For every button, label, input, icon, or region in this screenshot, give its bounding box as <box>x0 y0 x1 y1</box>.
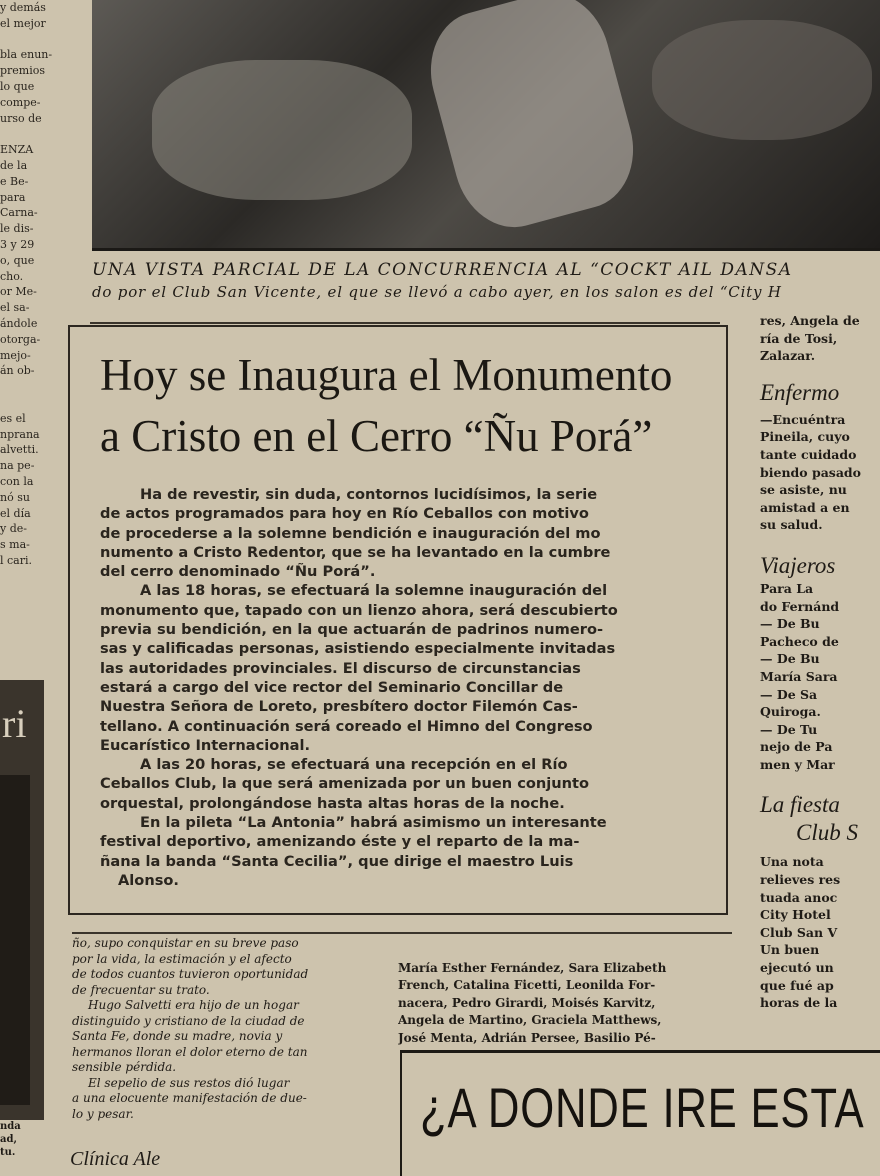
right-column-line: —Encuéntra <box>760 411 846 427</box>
article-line: A las 20 horas, se efectuará una recepción en el Río <box>140 756 568 774</box>
guest-list-text <box>398 960 743 1047</box>
left-ad-letter: ri <box>2 701 27 746</box>
obituary-line: hermanos lloran el dolor eterno de tan <box>72 1044 308 1059</box>
right-column-line: tante cuidado <box>760 446 857 462</box>
obituary-line: lo y pesar. <box>72 1106 134 1121</box>
guest-list-line: Angela de Martino, Graciela Matthews, <box>398 1013 662 1028</box>
obituary-line: de todos cuantos tuvieron oportunidad <box>72 967 309 981</box>
left-column-line: ENZA <box>0 143 34 157</box>
left-column-line: premios <box>0 64 46 78</box>
right-column-line: Pineila, cuyo <box>760 429 850 445</box>
right-column-line: Club San V <box>760 924 838 940</box>
left-column-line: nó su <box>0 490 30 504</box>
right-column-line: su salud. <box>760 517 823 533</box>
guest-list-line: French, Catalina Ficetti, Leonilda For- <box>398 978 656 993</box>
left-advertisement <box>0 680 44 1120</box>
left-column-line: el mejor <box>0 16 46 30</box>
left-bottom-fragment <box>0 1120 44 1159</box>
left-column-line: para <box>0 190 26 204</box>
obituary-line: Santa Fe, donde su madre, novia y <box>72 1029 283 1043</box>
headline-line-1: Hoy se Inaugura el Monumento <box>100 350 673 400</box>
right-column-line: amistad a en <box>760 499 850 515</box>
left-ad-photo <box>0 775 30 1105</box>
left-column-line: ándole <box>0 316 38 330</box>
right-column-line: horas de la <box>760 995 838 1011</box>
right-column-line: Pacheco de <box>760 633 839 649</box>
right-column-fragment <box>760 312 880 1072</box>
right-column-line: tuada anoc <box>760 889 838 905</box>
obituary-line: El sepelio de sus restos dió lugar <box>88 1075 290 1090</box>
left-column-line: urso de <box>0 111 42 125</box>
article-line: ñana la banda “Santa Cecilia”, que dirige el maestro Luis <box>100 852 574 870</box>
left-column-line: cho. <box>0 269 24 283</box>
right-column-line: do Fernánd <box>760 598 840 614</box>
left-column-line: compe- <box>0 95 41 109</box>
right-column-line: City Hotel <box>760 907 831 923</box>
article-line: Ha de revestir, sin duda, contornos lucidísimos, la serie <box>140 486 598 503</box>
right-column-line: men y Mar <box>760 756 835 772</box>
section-fiesta-title-2: Club S <box>796 820 858 846</box>
article-line: Ceballos Club, la que será amenizada por un buen conjunto <box>100 775 590 793</box>
obituary-line: Hugo Salvetti era hijo de un hogar <box>88 998 299 1012</box>
right-column-line: Un buen <box>760 942 820 958</box>
left-column-line <box>0 126 60 142</box>
clinica-heading: Clínica Ale <box>70 1148 161 1170</box>
right-column-line: Una nota <box>760 854 824 870</box>
right-column-line: res, Angela de <box>760 313 860 328</box>
left-column-line: l cari. <box>0 553 33 567</box>
left-column-line: le dis- <box>0 222 34 236</box>
left-column-line: s ma- <box>0 538 30 552</box>
right-column-line: — De Bu <box>760 651 820 667</box>
obituary-line: distinguido y cristiano de la ciudad de <box>72 1013 305 1028</box>
event-photo <box>92 0 880 251</box>
right-column-line: — De Sa <box>760 686 818 702</box>
photo-caption-line-2: do por el Club San Vicente, el que se llevó a cabo ayer, en los salon es del “City H <box>92 283 782 301</box>
advertisement-headline: ¿A DONDE IRE ESTA <box>420 1076 865 1139</box>
right-column-line: relieves res <box>760 872 841 888</box>
article-line: las autoridades provinciales. El discurso de circunstancias <box>100 659 581 677</box>
article-line: estará a cargo del vice rector del Seminario Concillar de <box>100 678 564 696</box>
right-column-line: María Sara <box>760 668 838 684</box>
section-enfermo-title: Enfermo <box>760 379 840 405</box>
article-line: monumento que, tapado con un lienzo ahora, será descubierto <box>100 601 618 619</box>
left-column-line: na pe- <box>0 459 35 473</box>
left-column-line: nprana <box>0 427 40 441</box>
left-column-fragment <box>0 0 60 660</box>
article-line: orquestal, prolongándose hasta altas horas de la noche. <box>100 794 565 812</box>
article-line: de procederse a la solemne bendición e inauguración del mo <box>100 524 601 542</box>
left-column-line: mejo- <box>0 348 31 362</box>
left-column-line: 3 y 29 <box>0 237 35 251</box>
left-column-line: or Me- <box>0 285 37 299</box>
right-column-line: que fué ap <box>760 977 834 993</box>
article-headline <box>100 345 720 467</box>
left-column-line: alvetti. <box>0 443 39 457</box>
guest-list-line: nacera, Pedro Girardi, Moisés Karvitz, <box>398 995 656 1010</box>
right-column-line: ría de Tosi, <box>760 330 838 346</box>
left-column-line: el día <box>0 506 31 520</box>
left-column-line: lo que <box>0 79 35 93</box>
article-line: sas y calificadas personas, asistiendo especialmente invitadas <box>100 640 616 658</box>
right-column-line: nejo de Pa <box>760 739 833 755</box>
left-column-line <box>0 379 60 395</box>
left-column-line: án ob- <box>0 364 35 378</box>
left-column-line <box>0 32 60 48</box>
article-line: Alonso. <box>118 871 179 889</box>
obituary-line: ño, supo conquistar en su breve paso <box>72 936 299 950</box>
left-column-line: de la <box>0 158 28 172</box>
right-column-line: — De Tu <box>760 721 818 737</box>
divider-rule <box>90 322 720 324</box>
right-column-line: Quiroga. <box>760 704 821 720</box>
left-column-line: o, que <box>0 253 35 267</box>
right-column-line: ejecutó un <box>760 960 834 976</box>
left-column-line: e Be- <box>0 174 29 188</box>
obituary-line: por la vida, la estimación y el afecto <box>72 951 292 966</box>
right-column-line: Zalazar. <box>760 348 816 364</box>
headline-line-2: a Cristo en el Cerro “Ñu Porá” <box>100 411 653 461</box>
obituary-line: a una elocuente manifestación de due- <box>72 1091 307 1105</box>
right-column-line: biendo pasado <box>760 464 862 480</box>
article-line: de actos programados para hoy en Río Ceballos con motivo <box>100 505 589 523</box>
article-line: En la pileta “La Antonia” habrá asimismo un interesante <box>140 814 607 832</box>
guest-list-line: José Menta, Adrián Persee, Basilio Pé- <box>398 1030 656 1045</box>
article-line: Nuestra Señora de Loreto, presbítero doctor Filemón Cas- <box>100 698 578 716</box>
left-column-line: bla enun- <box>0 48 53 62</box>
article-body <box>100 485 700 890</box>
section-viajeros-title: Viajeros <box>760 552 836 578</box>
left-column-line: Carna- <box>0 206 38 220</box>
photo-caption-line-1: UNA VISTA PARCIAL DE LA CONCURRENCIA AL “COCKT AIL DANSA <box>92 260 793 280</box>
left-column-line <box>0 395 60 411</box>
right-column-line: — De Bu <box>760 616 820 632</box>
left-column-line: el sa- <box>0 301 30 315</box>
article-line: Eucarístico Internacional. <box>100 736 311 754</box>
guest-list-line: María Esther Fernández, Sara Elizabeth <box>398 961 667 975</box>
obituary-line: sensible pérdida. <box>72 1060 177 1074</box>
left-bottom-line: tu. <box>0 1147 16 1158</box>
right-column-line: Para La <box>760 580 814 596</box>
left-bottom-line: nda <box>0 1121 21 1132</box>
article-line: del cerro denominado “Ñu Porá”. <box>100 563 376 581</box>
right-column-line: se asiste, nu <box>760 482 847 498</box>
article-line: A las 18 horas, se efectuará la solemne inauguración del <box>140 582 608 600</box>
bottom-divider <box>72 932 732 934</box>
article-line: festival deportivo, amenizando éste y el reparto de la ma- <box>100 833 580 851</box>
article-line: tellano. A continuación será coreado el Himno del Congreso <box>100 717 593 735</box>
obituary-text <box>72 936 382 1122</box>
article-line: previa su bendición, en la que actuarán de padrinos numero- <box>100 621 604 639</box>
left-bottom-line: ad, <box>0 1134 17 1145</box>
section-fiesta-title-1: La fiesta <box>760 792 840 818</box>
left-column-line: con la <box>0 474 34 488</box>
left-column-line: otorga- <box>0 332 41 346</box>
left-column-line: y de- <box>0 522 27 536</box>
article-line: numento a Cristo Redentor, que se ha levantado en la cumbre <box>100 543 611 561</box>
left-column-line: y demás <box>0 1 46 14</box>
obituary-line: de frecuentar su trato. <box>72 982 210 997</box>
left-column-line: es el <box>0 411 26 425</box>
